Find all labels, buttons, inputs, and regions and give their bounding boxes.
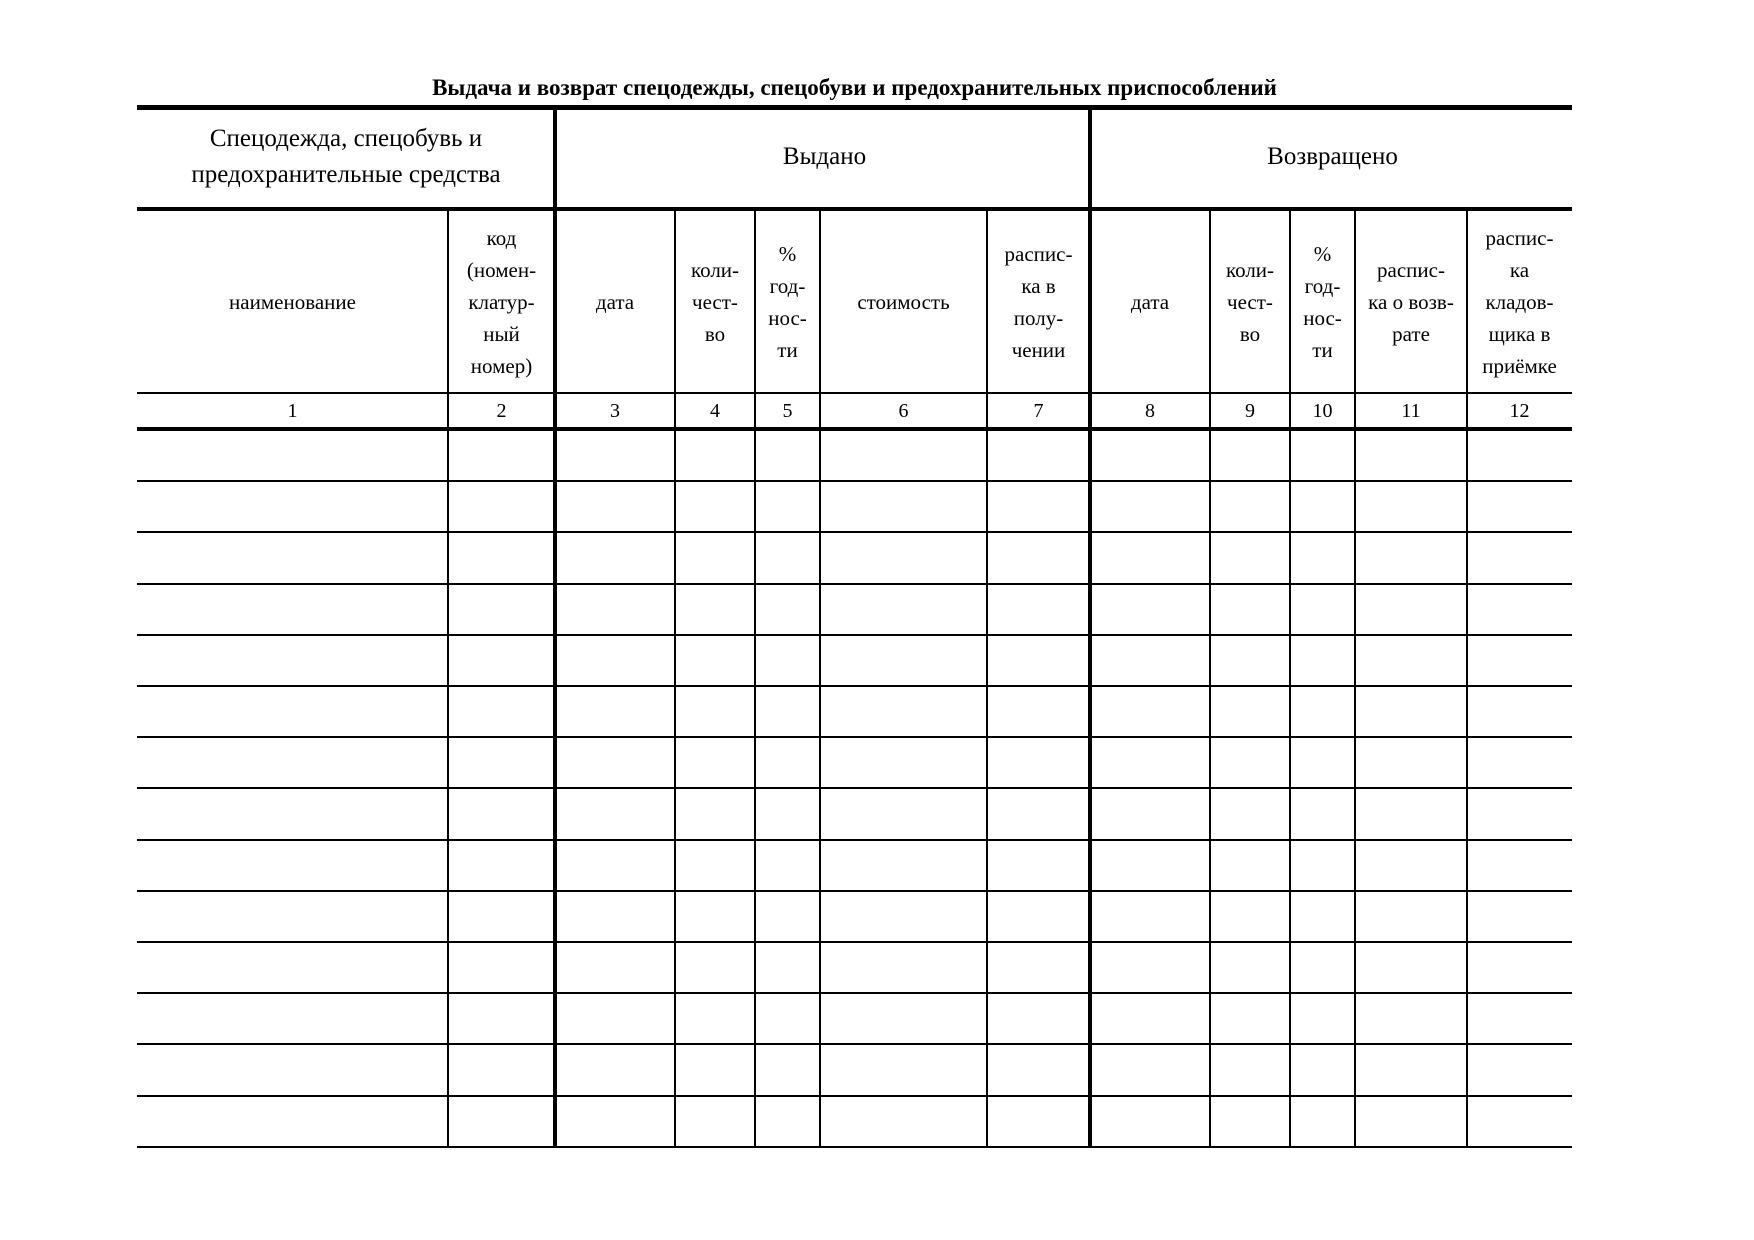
column-number-7: 7 [1033, 399, 1044, 422]
table-cell[interactable] [1212, 687, 1288, 735]
table-cell[interactable] [450, 994, 553, 1042]
table-cell[interactable] [822, 533, 985, 581]
table-cell[interactable] [757, 687, 818, 735]
table-cell[interactable] [1212, 636, 1288, 684]
row-divider [137, 1146, 1572, 1148]
table-cell[interactable] [450, 1045, 553, 1093]
column-number-6: 6 [898, 399, 909, 422]
table-cell[interactable] [822, 431, 985, 479]
table-cell[interactable] [822, 841, 985, 889]
table-cell[interactable] [450, 892, 553, 940]
table-cell[interactable] [1092, 738, 1208, 786]
form-title: Выдача и возврат спецодежды, спецобуви и предохранительных приспособлений [432, 75, 1277, 100]
table-cell[interactable] [1292, 1045, 1353, 1093]
table-cell[interactable] [822, 1045, 985, 1093]
table-cell[interactable] [1357, 482, 1465, 530]
table-cell[interactable] [677, 1097, 753, 1145]
column-header-9: коли- чест- во [1225, 257, 1275, 346]
table-cell[interactable] [1469, 892, 1570, 940]
table-cell[interactable] [1469, 1045, 1570, 1093]
table-cell[interactable] [757, 1045, 818, 1093]
table-cell[interactable] [450, 789, 553, 837]
column-vertical-divider [754, 211, 756, 1148]
table-cell[interactable] [1469, 789, 1570, 837]
table-cell[interactable] [677, 431, 753, 479]
table-cell[interactable] [1357, 738, 1465, 786]
column-vertical-divider [1289, 211, 1291, 1148]
table-cell[interactable] [822, 994, 985, 1042]
table-cell[interactable] [677, 687, 753, 735]
table-cell[interactable] [1212, 431, 1288, 479]
table-cell[interactable] [677, 533, 753, 581]
table-cell[interactable] [989, 585, 1088, 633]
table-cell[interactable] [1357, 892, 1465, 940]
table-cell[interactable] [757, 943, 818, 991]
table-cell[interactable] [450, 738, 553, 786]
table-cell[interactable] [677, 482, 753, 530]
table-cell[interactable] [757, 431, 818, 479]
table-cell[interactable] [1292, 687, 1353, 735]
table-cell[interactable] [139, 533, 446, 581]
table-cell[interactable] [757, 1097, 818, 1145]
table-cell[interactable] [1469, 1097, 1570, 1145]
table-cell[interactable] [557, 533, 673, 581]
table-cell[interactable] [757, 994, 818, 1042]
table-cell[interactable] [989, 1097, 1088, 1145]
table-cell[interactable] [139, 1097, 446, 1145]
issue-return-table [137, 105, 1572, 1148]
column-number-4: 4 [710, 399, 720, 422]
table-cell[interactable] [1469, 482, 1570, 530]
table-cell[interactable] [1357, 636, 1465, 684]
table-cell[interactable] [1292, 994, 1353, 1042]
table-cell[interactable] [757, 533, 818, 581]
table-cell[interactable] [139, 994, 446, 1042]
column-header-12: распис- ка кладов- щика в приёмке [1482, 225, 1557, 378]
table-cell[interactable] [677, 994, 753, 1042]
table-cell[interactable] [1292, 738, 1353, 786]
table-cell[interactable] [1292, 533, 1353, 581]
table-cell[interactable] [139, 738, 446, 786]
table-cell[interactable] [757, 892, 818, 940]
table-cell[interactable] [557, 841, 673, 889]
table-cell[interactable] [822, 1097, 985, 1145]
table-cell[interactable] [1212, 943, 1288, 991]
table-cell[interactable] [1292, 943, 1353, 991]
table-cell[interactable] [989, 636, 1088, 684]
table-cell[interactable] [677, 892, 753, 940]
column-number-2: 2 [496, 399, 507, 422]
table-cell[interactable] [677, 738, 753, 786]
table-cell[interactable] [1357, 1097, 1465, 1145]
table-cell[interactable] [677, 943, 753, 991]
table-cell[interactable] [139, 687, 446, 735]
table-cell[interactable] [1212, 585, 1288, 633]
group-header-items: Спецодежда, спецобувь и предохранительные средства [191, 125, 501, 188]
column-number-12: 12 [1509, 399, 1530, 422]
table-cell[interactable] [139, 1045, 446, 1093]
table-cell[interactable] [1292, 789, 1353, 837]
table-cell[interactable] [822, 738, 985, 786]
table-cell[interactable] [1357, 994, 1465, 1042]
table-cell[interactable] [757, 482, 818, 530]
table-cell[interactable] [757, 636, 818, 684]
table-cell[interactable] [677, 841, 753, 889]
column-number-1: 1 [287, 399, 298, 422]
column-vertical-divider [1209, 211, 1211, 1148]
table-cell[interactable] [557, 585, 673, 633]
table-cell[interactable] [677, 789, 753, 837]
column-vertical-divider [674, 211, 676, 1148]
table-cell[interactable] [557, 1045, 673, 1093]
table-cell[interactable] [1212, 841, 1288, 889]
table-cell[interactable] [677, 636, 753, 684]
table-cell[interactable] [1469, 533, 1570, 581]
table-cell[interactable] [1092, 533, 1208, 581]
table-cell[interactable] [1357, 533, 1465, 581]
table-cell[interactable] [450, 841, 553, 889]
table-cell[interactable] [1212, 482, 1288, 530]
table-cell[interactable] [1092, 687, 1208, 735]
table-cell[interactable] [1092, 1045, 1208, 1093]
table-cell[interactable] [1092, 789, 1208, 837]
column-header-3: дата [595, 289, 635, 314]
column-header-5: % год- нос- ти [768, 241, 807, 362]
table-cell[interactable] [1212, 1097, 1288, 1145]
table-cell[interactable] [450, 482, 553, 530]
table-cell[interactable] [1357, 687, 1465, 735]
table-cell[interactable] [557, 892, 673, 940]
column-number-5: 5 [782, 399, 793, 422]
table-cell[interactable] [757, 585, 818, 633]
table-cell[interactable] [1092, 482, 1208, 530]
table-cell[interactable] [989, 943, 1088, 991]
table-cell[interactable] [822, 585, 985, 633]
table-cell[interactable] [1292, 841, 1353, 889]
column-number-11: 11 [1401, 399, 1421, 422]
table-cell[interactable] [450, 687, 553, 735]
column-vertical-divider [1354, 211, 1356, 1148]
table-cell[interactable] [989, 994, 1088, 1042]
table-cell[interactable] [822, 789, 985, 837]
table-cell[interactable] [1212, 994, 1288, 1042]
table-cell[interactable] [1469, 994, 1570, 1042]
column-vertical-divider [447, 211, 449, 1148]
table-cell[interactable] [1357, 943, 1465, 991]
table-cell[interactable] [1092, 585, 1208, 633]
table-cell[interactable] [1357, 841, 1465, 889]
table-cell[interactable] [1212, 892, 1288, 940]
table-cell[interactable] [989, 687, 1088, 735]
table-cell[interactable] [557, 789, 673, 837]
table-cell[interactable] [1292, 585, 1353, 633]
table-cell[interactable] [1212, 789, 1288, 837]
table-cell[interactable] [1292, 1097, 1353, 1145]
column-header-1: наименование [229, 289, 356, 314]
table-cell[interactable] [989, 533, 1088, 581]
column-header-10: % год- нос- ти [1303, 241, 1342, 362]
table-cell[interactable] [1092, 892, 1208, 940]
column-header-6: стоимость [857, 289, 950, 314]
table-cell[interactable] [1469, 738, 1570, 786]
table-cell[interactable] [1092, 431, 1208, 479]
group-header-issued: Выдано [782, 143, 867, 170]
group-header-returned: Возвращено [1267, 143, 1398, 170]
table-cell[interactable] [139, 892, 446, 940]
table-cell[interactable] [139, 841, 446, 889]
table-cell[interactable] [989, 738, 1088, 786]
table-cell[interactable] [1292, 636, 1353, 684]
table-cell[interactable] [450, 943, 553, 991]
table-cell[interactable] [822, 687, 985, 735]
table-cell[interactable] [822, 482, 985, 530]
table-top-border [137, 105, 1572, 110]
table-cell[interactable] [1292, 431, 1353, 479]
column-number-9: 9 [1245, 399, 1255, 422]
table-cell[interactable] [1469, 841, 1570, 889]
table-cell[interactable] [557, 738, 673, 786]
table-cell[interactable] [989, 1045, 1088, 1093]
table-cell[interactable] [757, 841, 818, 889]
column-vertical-divider [819, 211, 821, 1148]
table-cell[interactable] [1469, 431, 1570, 479]
table-cell[interactable] [757, 789, 818, 837]
table-cell[interactable] [139, 482, 446, 530]
table-cell[interactable] [557, 636, 673, 684]
table-cell[interactable] [757, 738, 818, 786]
table-cell[interactable] [1469, 585, 1570, 633]
table-cell[interactable] [1292, 482, 1353, 530]
column-header-7: распис- ка в полу- чении [1004, 241, 1073, 362]
column-vertical-divider [986, 211, 988, 1148]
column-header-4: коли- чест- во [690, 257, 740, 346]
column-number-8: 8 [1145, 399, 1155, 422]
table-cell[interactable] [139, 431, 446, 479]
table-cell[interactable] [1357, 431, 1465, 479]
table-cell[interactable] [989, 841, 1088, 889]
table-cell[interactable] [822, 636, 985, 684]
table-cell[interactable] [450, 636, 553, 684]
table-cell[interactable] [989, 789, 1088, 837]
table-cell[interactable] [677, 585, 753, 633]
table-cell[interactable] [139, 636, 446, 684]
column-number-10: 10 [1312, 399, 1333, 422]
table-cell[interactable] [450, 533, 553, 581]
table-cell[interactable] [557, 482, 673, 530]
table-cell[interactable] [1469, 636, 1570, 684]
table-cell[interactable] [557, 687, 673, 735]
column-number-3: 3 [610, 399, 620, 422]
table-cell[interactable] [1092, 636, 1208, 684]
table-cell[interactable] [450, 431, 553, 479]
table-cell[interactable] [1469, 687, 1570, 735]
table-cell[interactable] [139, 585, 446, 633]
table-cell[interactable] [1212, 1045, 1288, 1093]
table-cell[interactable] [822, 892, 985, 940]
table-cell[interactable] [557, 1097, 673, 1145]
table-cell[interactable] [1357, 789, 1465, 837]
table-cell[interactable] [557, 994, 673, 1042]
table-cell[interactable] [1092, 994, 1208, 1042]
table-cell[interactable] [1092, 943, 1208, 991]
table-cell[interactable] [822, 943, 985, 991]
table-cell[interactable] [557, 431, 673, 479]
table-cell[interactable] [1212, 738, 1288, 786]
table-cell[interactable] [1357, 1045, 1465, 1093]
table-cell[interactable] [450, 585, 553, 633]
table-cell[interactable] [557, 943, 673, 991]
table-cell[interactable] [1469, 943, 1570, 991]
table-cell[interactable] [450, 1097, 553, 1145]
table-cell[interactable] [1092, 841, 1208, 889]
table-cell[interactable] [1212, 533, 1288, 581]
table-cell[interactable] [989, 431, 1088, 479]
column-header-2: код (номен- клатур- ный номер) [466, 225, 537, 378]
table-cell[interactable] [989, 892, 1088, 940]
table-cell[interactable] [1357, 585, 1465, 633]
table-cell[interactable] [1092, 1097, 1208, 1145]
table-cell[interactable] [1292, 892, 1353, 940]
table-cell[interactable] [139, 789, 446, 837]
table-cell[interactable] [139, 943, 446, 991]
column-header-11: распис- ка о возв- рате [1368, 257, 1454, 346]
table-cell[interactable] [677, 1045, 753, 1093]
column-vertical-divider [1466, 211, 1468, 1148]
column-header-8: дата [1130, 289, 1170, 314]
table-cell[interactable] [989, 482, 1088, 530]
